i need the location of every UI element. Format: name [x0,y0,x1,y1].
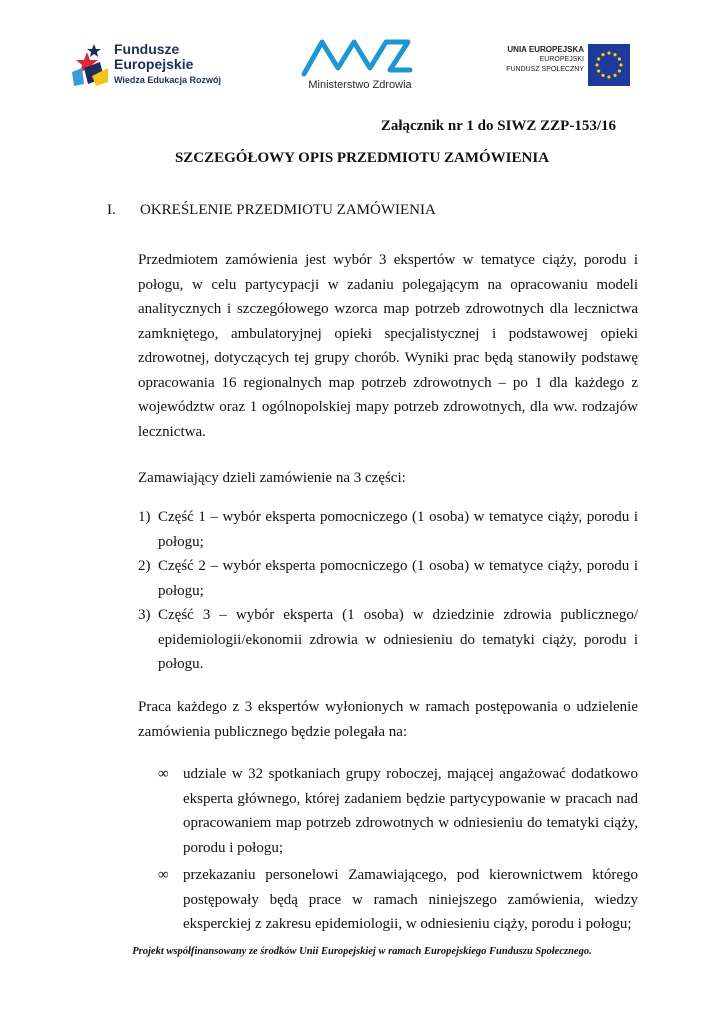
eu-flag-icon [588,44,630,86]
list-item [138,603,638,677]
page-footer: Projekt współfinansowany ze środków Unii Europejskiej w ramach Europejskiego Funduszu Społecznego. [132,946,592,957]
page-header [0,0,724,115]
list-item [138,554,638,603]
eu-logo-text [480,44,584,75]
list-item-text: udziale w 32 spotkaniach grupy roboczej, mającej angażować dodatkowo eksperta głównego, której zadaniem będzie partycypowanie w pracach nad opracowaniem map potrzeb zdrowotnych w odniesieniu do tematyki ciąży, porodu i połogu; [183,766,638,856]
funds-star-icon [70,38,110,90]
fe-logo-line3: Wiedza Edukacja Rozwój [114,75,221,85]
section-heading [107,202,436,219]
parts-intro-paragraph: Zamawiający dzieli zamówienie na 3 części: [138,470,406,486]
duties-intro-paragraph: Praca każdego z 3 ekspertów wyłonionych w ramach postępowania o udzielenie zamówienia publicznego będzie polegała na: [138,699,638,740]
fundusze-europejskie-logo [70,36,230,96]
infinity-bullet-icon: ∞ [158,867,169,883]
list-item-text: Część 3 – wybór eksperta (1 osoba) w dziedzinie zdrowia publicznego/ epidemiologii/ekonomii zdrowia w odniesieniu do tematyki ciąży, porodu i połogu. [158,607,638,672]
list-item-text: Część 1 – wybór eksperta pomocniczego (1 osoba) w tematyce ciąży, porodu i połogu; [158,509,638,550]
list-marker: 3) [138,607,151,623]
list-item [158,863,638,937]
fe-logo-text [114,42,221,87]
fe-logo-line1: Fundusze [114,41,180,57]
eu-logo [480,44,630,86]
eu-logo-line3: FUNDUSZ SPOŁECZNY [506,66,584,73]
section-title: OKREŚLENIE PRZEDMIOTU ZAMÓWIENIA [140,202,436,218]
list-marker: 1) [138,509,151,525]
list-item [158,762,638,860]
infinity-bullet-icon: ∞ [158,766,169,782]
annex-label: Załącznik nr 1 do SIWZ ZZP-153/16 [380,118,616,134]
list-marker: 2) [138,558,151,574]
list-item [138,505,638,554]
document-title: SZCZEGÓŁOWY OPIS PRZEDMIOTU ZAMÓWIENIA [174,150,550,166]
eu-logo-line1: UNIA EUROPEJSKA [507,45,584,54]
section-number: I. [107,202,116,218]
eu-logo-line2: EUROPEJSKI [539,56,584,63]
list-item-text: Część 2 – wybór eksperta pomocniczego (1 osoba) w tematyce ciąży, porodu i połogu; [158,558,638,599]
ministry-of-health-caption: Ministerstwo Zdrowia [308,79,412,91]
intro-paragraph: Przedmiotem zamówienia jest wybór 3 ekspertów w tematyce ciąży, porodu i połogu, w celu partycypacji w zadaniu polegającym na opracowaniu modeli analitycznych i szczegółowego wzorca map potrzeb zdrowotnych dla lecznictwa zamkniętego, ambulatoryjnej opieki specjalistycznej i podstawowej opieki zdrowotnej, dotyczących tej grupy chorób. Wyniki prac będą stanowiły podstawę opracowania 16 regionalnych map potrzeb zdrowotnych – po 1 dla każdego z województw oraz 1 ogólnopolskiej mapy potrzeb zdrowotnych, dla ww. rodzajów lecznictwa. [138,252,638,440]
list-item-text: przekazaniu personelowi Zamawiającego, pod kierownictwem którego postępowały będą prace w ramach niniejszego zamówienia, wiedzy eksperckiej z zakresu epidemiologii, w odniesieniu ciąży, porodu i połogu; [183,867,638,932]
fe-logo-line2: Europejskie [114,56,194,72]
